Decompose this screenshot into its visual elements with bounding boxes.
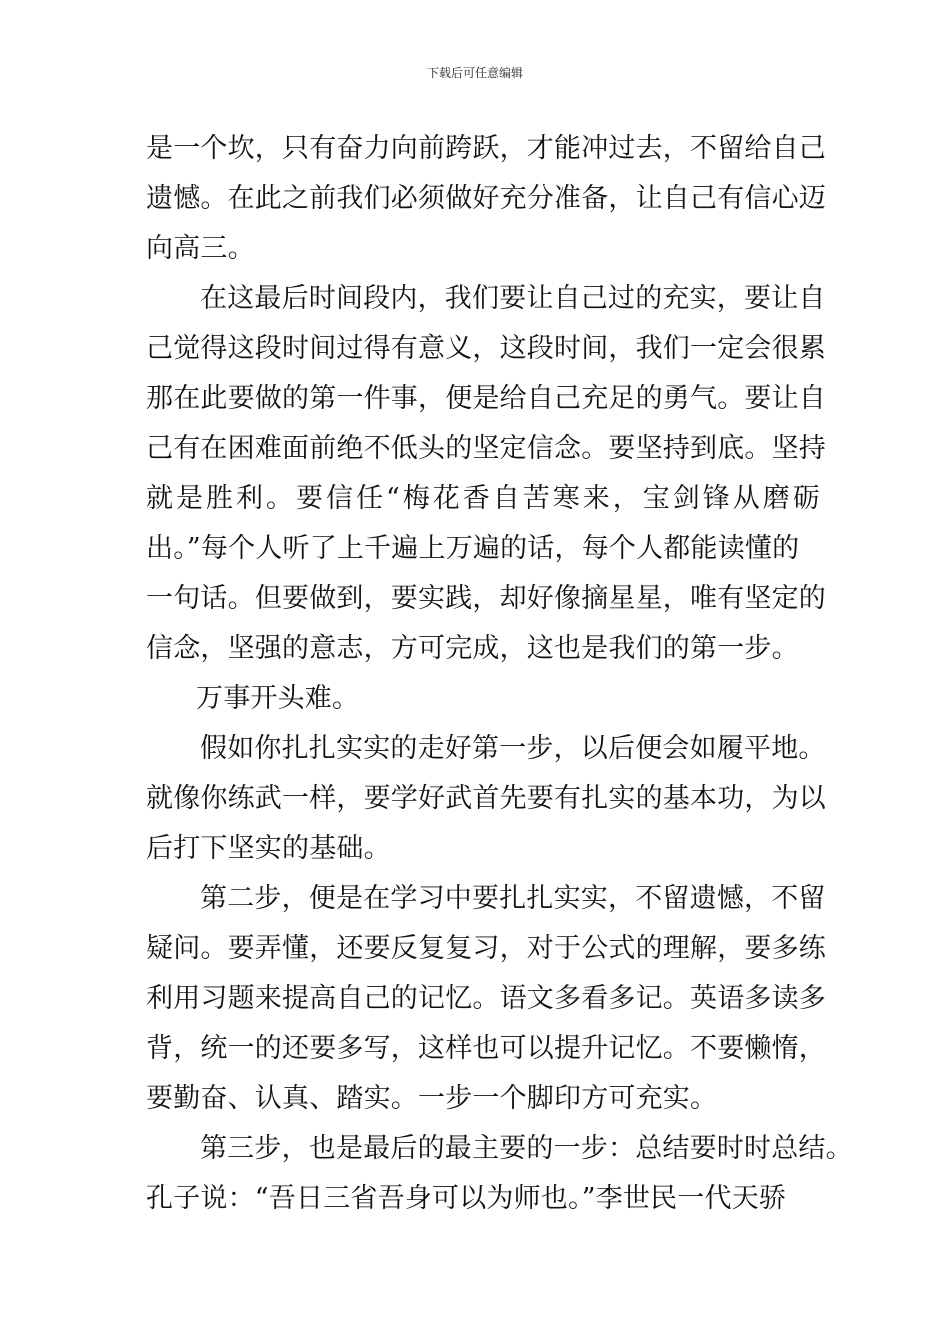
text-line: 背，统一的还要多写，这样也可以提升记忆。不要懒惰，: [146, 1033, 826, 1064]
text-line: 出。”每个人听了上千遍上万遍的话，每个人都能读懂的: [146, 533, 800, 564]
text-line: 遗憾。在此之前我们必须做好充分准备，让自己有信心迈: [146, 183, 826, 214]
text-line: 就像你练武一样，要学好武首先要有扎实的基本功，为以: [146, 783, 826, 814]
paragraph-start-line: 在这最后时间段内，我们要让自己过的充实，要让自: [200, 283, 826, 314]
page-header: 下载后可任意编辑: [426, 66, 523, 80]
text-line: 向高三。: [146, 233, 255, 264]
text-line: 是一个坎，只有奋力向前跨跃，才能冲过去，不留给自己: [146, 133, 826, 164]
text-line: 后打下坚实的基础。: [146, 833, 391, 864]
paragraph-start-line: 第二步，便是在学习中要扎扎实实，不留遗憾，不留: [200, 883, 826, 914]
text-line: 一句话。但要做到，要实践，却好像摘星星，唯有坚定的: [146, 583, 826, 614]
text-line: 疑问。要弄懂，还要反复复习，对于公式的理解，要多练: [146, 933, 826, 964]
text-line: 要勤奋、认真、踏实。一步一个脚印方可充实。: [146, 1083, 718, 1114]
text-line: 那在此要做的第一件事，便是给自己充足的勇气。要让自: [146, 383, 826, 414]
text-line: 己觉得这段时间过得有意义，这段时间，我们一定会很累: [146, 333, 826, 364]
text-line: 就是胜利。要信任“梅花香自苦寒来，宝剑锋从磨砺: [146, 483, 823, 514]
paragraph-start-line: 假如你扎扎实实的走好第一步，以后便会如履平地。: [200, 733, 826, 764]
body-text: [146, 124, 853, 1224]
paragraph-start-line: 第三步，也是最后的最主要的一步：总结要时时总结。: [200, 1133, 853, 1164]
text-line: 利用习题来提高自己的记忆。语文多看多记。英语多读多: [146, 983, 826, 1014]
text-line: 信念，坚强的意志，方可完成，这也是我们的第一步。: [146, 633, 799, 664]
text-line: 己有在困难面前绝不低头的坚定信念。要坚持到底。坚持: [146, 433, 826, 464]
text-line: 孔子说：“吾日三省吾身可以为师也。”李世民一代天骄: [146, 1183, 787, 1214]
paragraph-start-line: 万事开头难。: [196, 683, 360, 714]
